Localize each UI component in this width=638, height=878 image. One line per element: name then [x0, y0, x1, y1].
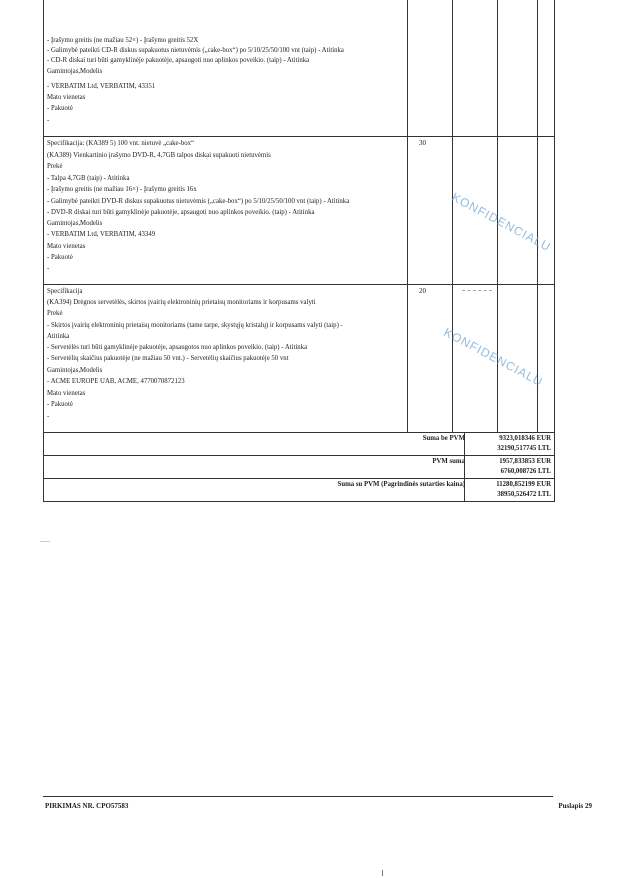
totals-label: Suma su PVM (Pagrindinės sutarties kaina) — [337, 481, 465, 488]
row-line: - Pakuotė — [47, 105, 73, 112]
row-line: - CD-R diskai turi būti gamyklinėje pakuotėje, apsaugoti nuo aplinkos poveikio. (taip) - Atitinka — [47, 57, 310, 64]
footer-rule — [43, 796, 553, 797]
row-line: - — [47, 117, 50, 124]
column-divider — [452, 0, 453, 432]
row-line: Specifikacija — [47, 288, 83, 295]
watermark: KONFIDENCIALU — [449, 190, 554, 255]
scan-artifact — [40, 541, 50, 542]
row-line: - Pakuotė — [47, 254, 73, 261]
row-line: Gamintojas,Modelis — [47, 220, 103, 227]
row-line: - Galimybė pateikti DVD-R diskus supakuotus nietuvėmis („cake-box“) po 5/10/25/50/100 vnt (taip) - Atitinka — [47, 198, 350, 205]
quantity-cell: 20 — [419, 287, 426, 295]
row-line: - — [47, 265, 50, 272]
totals-ltl: 38950,526472 LTL — [497, 491, 551, 498]
row-line: - Pakuotė — [47, 401, 73, 408]
procurement-number: PIRKIMAS NR. CPO57583 — [45, 802, 129, 810]
totals-row — [44, 433, 554, 455]
totals-ltl: 32190,517745 LTL — [497, 445, 551, 452]
row-line: - Galimybė pateikti CD-R diskus supakuotus nietuvėmis („cake-box“) po 5/10/25/50/100 vnt (taip) - Atitinka — [47, 47, 344, 54]
row-line: Mato vienetas — [47, 390, 86, 397]
row-line: - VERBATIM Ltd, VERBATIM, 43349 — [47, 231, 156, 238]
column-divider — [537, 0, 538, 432]
totals-eur: 11280,852199 EUR — [496, 481, 551, 488]
row-line: - VERBATIM Ltd, VERBATIM, 43351 — [47, 83, 156, 90]
row-line: - ACME EUROPE UAB, ACME, 4770070872123 — [47, 378, 185, 385]
totals-eur: 1957,833853 EUR — [499, 458, 551, 465]
row-line: Mato vienetas — [47, 94, 86, 101]
row-line: Atitinka — [47, 333, 70, 340]
row-line: Mato vienetas — [47, 243, 86, 250]
row-line: Prekė — [47, 310, 63, 317]
row-divider — [44, 284, 554, 285]
totals-row — [44, 479, 554, 501]
row-line: - Skirtos įvairių elektroninių prietaisų monitoriams (tame tarpe, skystųjų kristalų) ir korpusams valyti (taip) - — [47, 322, 343, 329]
quantity-cell: 30 — [419, 139, 426, 147]
row-line: - Servetėlės turi būti gamyklinėje pakuotėje, apsaugotos nuo aplinkos poveikio. (taip) - Atitinka — [47, 344, 308, 351]
scan-artifact — [382, 870, 383, 876]
totals-label: Suma be PVM — [422, 435, 465, 442]
row-line: (KA394) Drėgnos servetėlės, skirtos įvairių elektroninių prietaisų monitoriams ir korpusams valyti — [47, 299, 316, 306]
row-line: Gamintojas,Modelis — [47, 367, 103, 374]
totals-row — [44, 456, 554, 478]
row-line: - DVD-R diskai turi būti gamyklinėje pakuotėje, apsaugoti nuo aplinkos poveikio. (taip) - Atitinka — [47, 209, 315, 216]
totals-table — [43, 432, 555, 502]
totals-label: PVM suma — [432, 458, 465, 465]
row-line: Gamintojas,Modelis — [47, 68, 103, 75]
row-line: - Servetėlių skaičius pakuotėje (ne mažiau 50 vnt.) - Servetėlių skaičius pakuotėje 50 vnt — [47, 355, 289, 362]
watermark: KONFIDENCIALU — [441, 325, 546, 390]
page-number: Puslapis 29 — [558, 802, 592, 810]
faint-mark — [462, 290, 492, 291]
row-divider — [44, 136, 554, 137]
column-divider — [407, 0, 408, 432]
row-line: (KA389) Vienkartinio įrašymo DVD-R, 4,7GB talpos diskai supakuoti nietuvėmis — [47, 152, 271, 159]
row-line: - Įrašymo greitis (ne mažiau 16×) - Įrašymo greitis 16x — [47, 186, 197, 193]
row-line: Specifikacija: (KA389 5) 100 vnt. nietuvė „cake-box“ — [47, 140, 195, 147]
row-line: - Talpa 4,7GB (taip) - Atitinka — [47, 175, 130, 182]
row-line: - — [47, 413, 50, 420]
row-line: Prekė — [47, 163, 63, 170]
totals-ltl: 6760,008726 LTL — [500, 468, 551, 475]
totals-eur: 9323,018346 EUR — [499, 435, 551, 442]
row-line: - Įrašymo greitis (ne mažiau 52×) - Įrašymo greitis 52X — [47, 37, 199, 44]
